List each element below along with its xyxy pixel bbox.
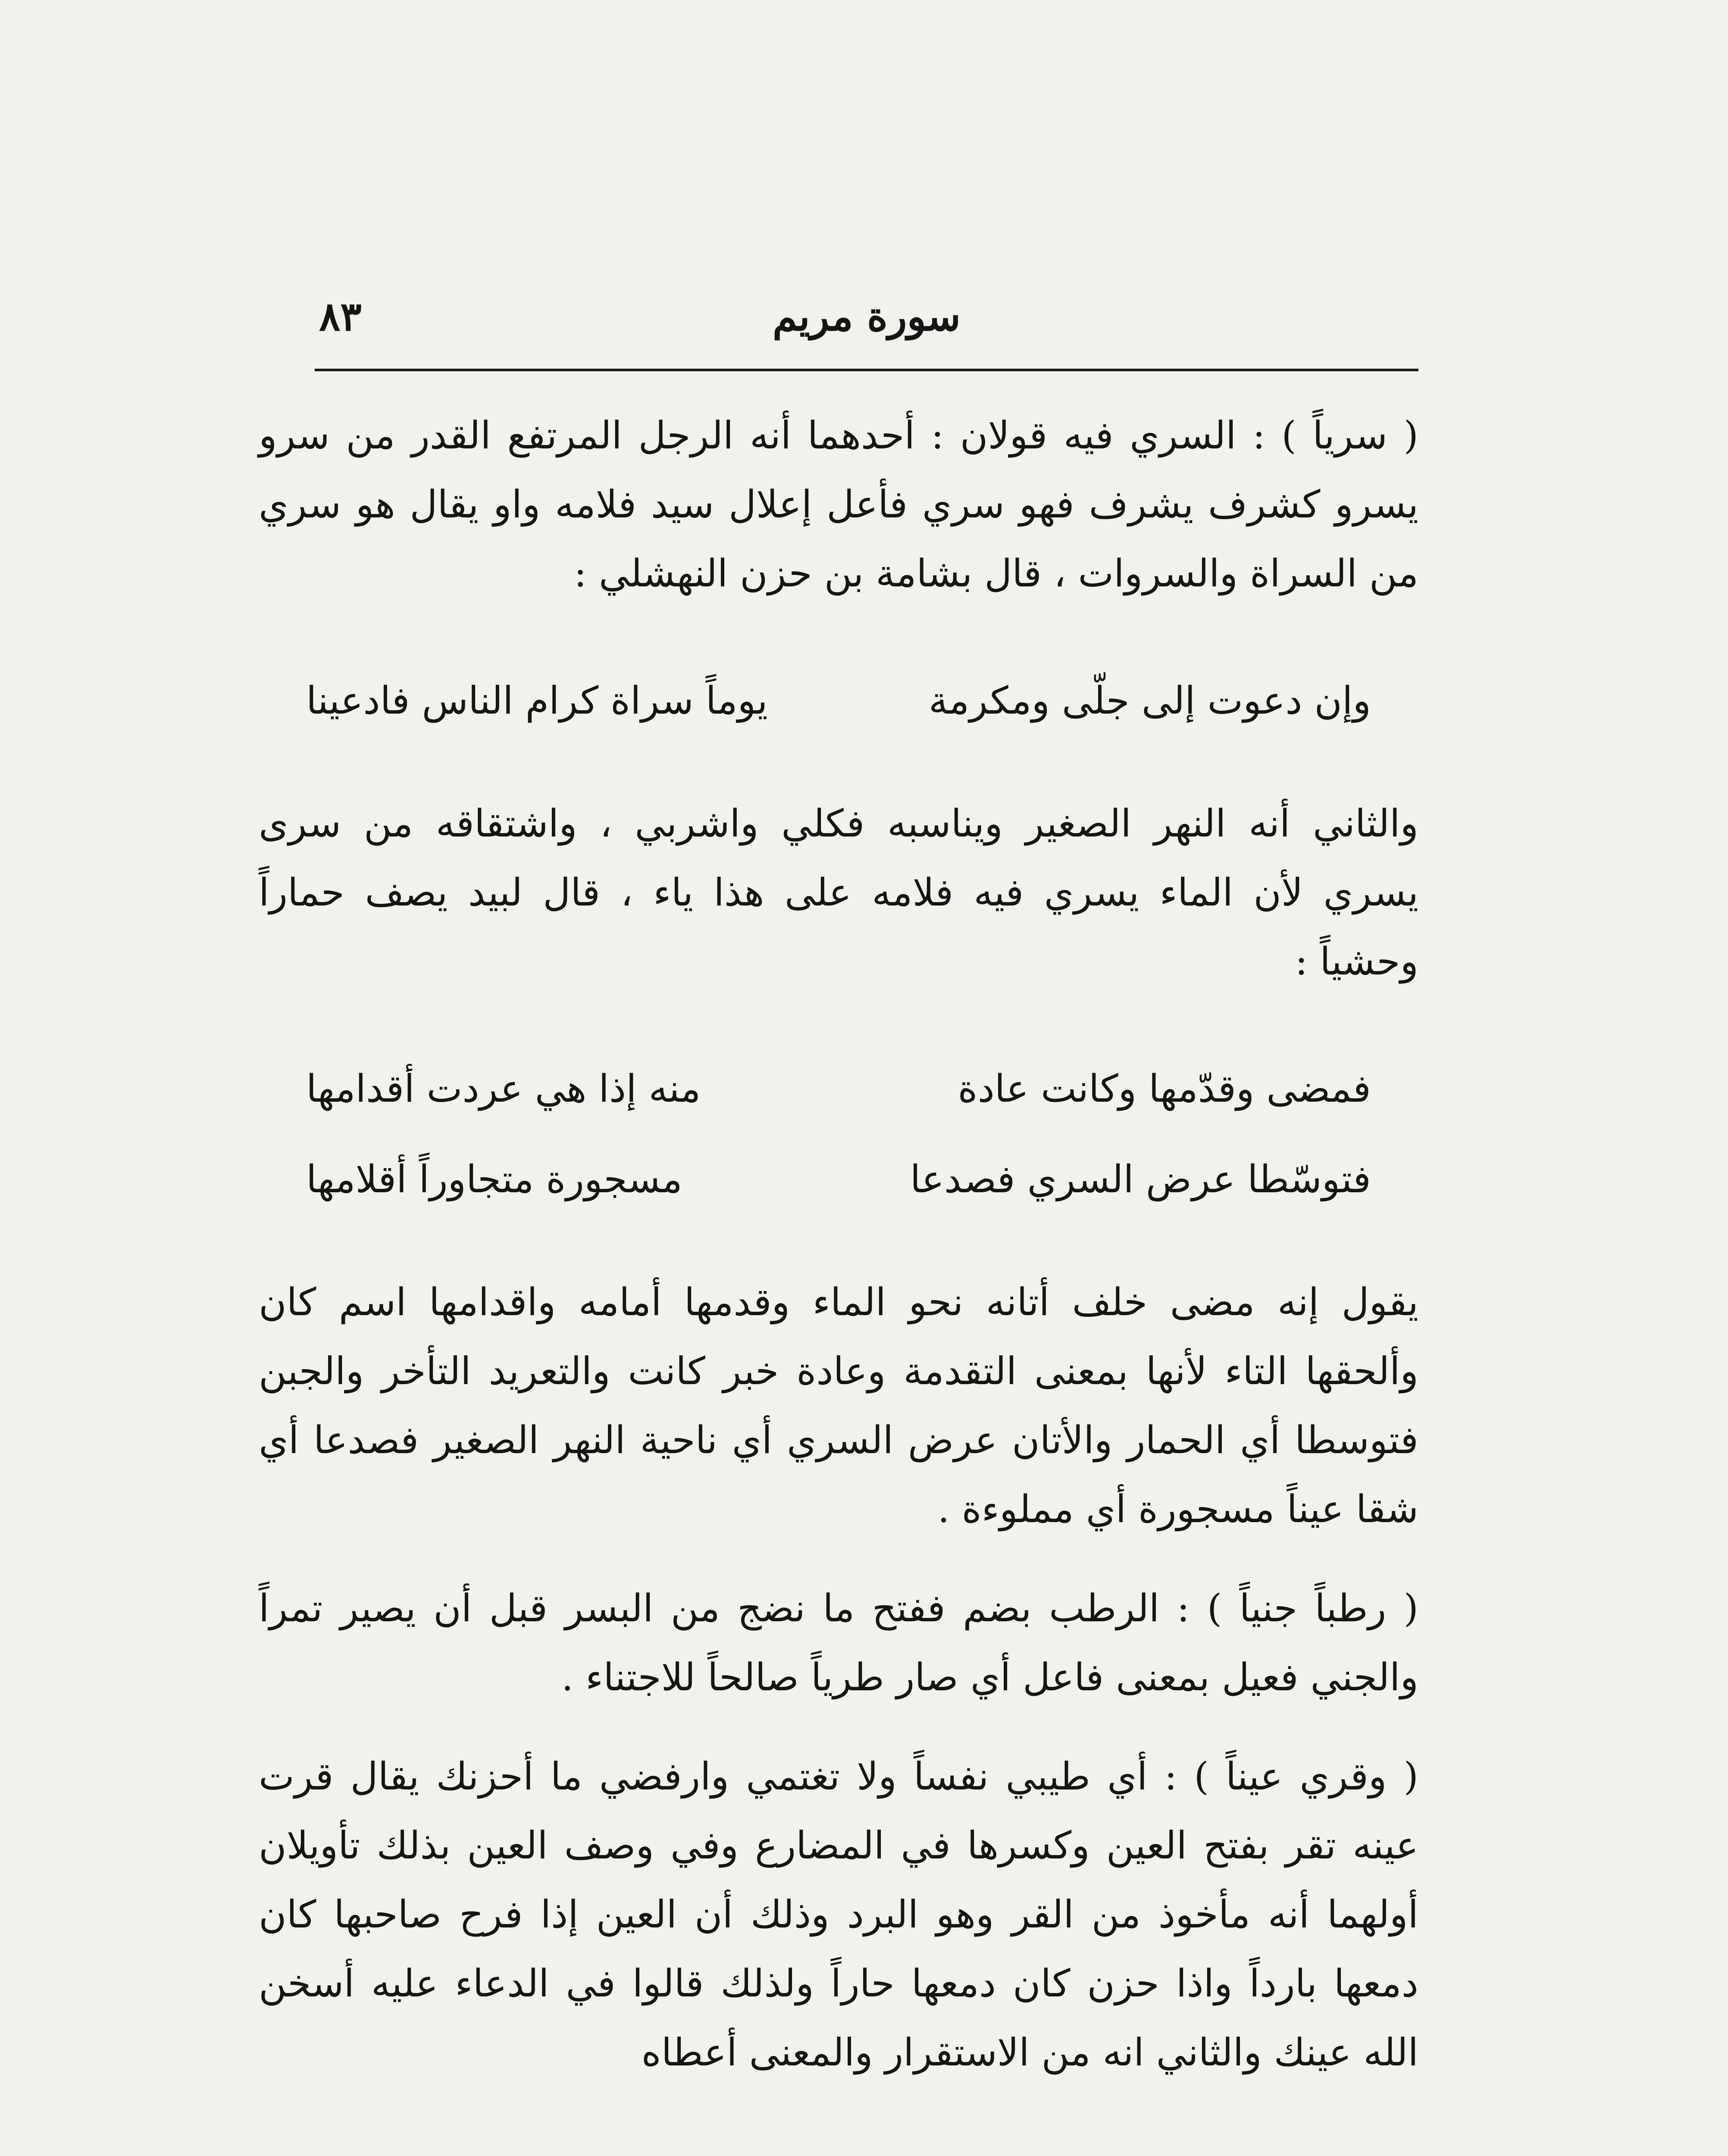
verse-first-hemistich: فتوسّطا عرض السري فصدعا — [910, 1157, 1371, 1201]
verse-second-hemistich: يوماً سراة كرام الناس فادعينا — [306, 678, 768, 723]
paragraph-second-meaning: والثاني أنه النهر الصغير ويناسبه فكلي واشربي ، واشتقاقه من سرى يسري لأن الماء يسري فيه فلامه على هذا ياء ، قال لبيد يصف حماراً وحشياً : — [259, 801, 1418, 984]
page-body — [259, 401, 1418, 2087]
paragraph-commentary: يقول إنه مضى خلف أتانه نحو الماء وقدمها أمامه واقدامها اسم كان وألحقها التاء لأنها بمعنى التقدمة وعادة خبر كانت والتعريد التأخر والجبن فتوسطا أي الحمار والأتان عرض السري أي ناحية النهر الصغير فصدعا أي شقا عيناً مسجورة أي مملوءة . — [259, 1280, 1418, 1531]
paragraph-qarri-aynan: ( وقري عيناً ) : أي طيبي نفساً ولا تغتمي وارفضي ما أحزنك يقال قرت عينه تقر بفتح العين وكسرها في المضارع وفي وصف العين بذلك تأويلان أولهما أنه مأخوذ من القر وهو البرد وذلك أن العين إذا فرح صاحبها كان دمعها بارداً واذا حزن كان دمعها حاراً ولذلك قالوا في الدعاء عليه أسخن الله عينك والثاني انه من الاستقرار والمعنى أعطاه — [259, 1754, 1418, 2075]
verse-line — [306, 655, 1371, 746]
header-divider — [315, 369, 1418, 371]
page-number: ٨٣ — [319, 293, 362, 340]
paragraph-sariyya: ( سرياً ) : السري فيه قولان : أحدهما أنه الرجل المرتفع القدر من سرو يسرو كشرف يشرف فهو سري فأعل إعلال سيد فلامه واو يقال هو سري من السراة والسروات ، قال بشامة بن حزن النهشلي : — [259, 413, 1418, 595]
verse-line — [306, 1044, 1371, 1134]
page-header — [315, 285, 1418, 358]
page-title: سورة مريم — [772, 293, 961, 340]
paragraph-rutab-janiyya: ( رطباً جنياً ) : الرطب بضم ففتح ما نضج من البسر قبل أن يصير تمراً والجني فعيل بمعنى فاعل أي صار طرياً صالحاً للاجتناء . — [259, 1586, 1418, 1699]
verse-first-hemistich: فمضى وقدّمها وكانت عادة — [958, 1066, 1371, 1111]
verse-second-hemistich: منه إذا هي عردت أقدامها — [306, 1066, 701, 1111]
verse-first-hemistich: وإن دعوت إلى جلّى ومكرمة — [928, 678, 1371, 723]
verse-second-hemistich: مسجورة متجاوراً أقلامها — [306, 1157, 682, 1201]
verse-line — [306, 1134, 1371, 1225]
